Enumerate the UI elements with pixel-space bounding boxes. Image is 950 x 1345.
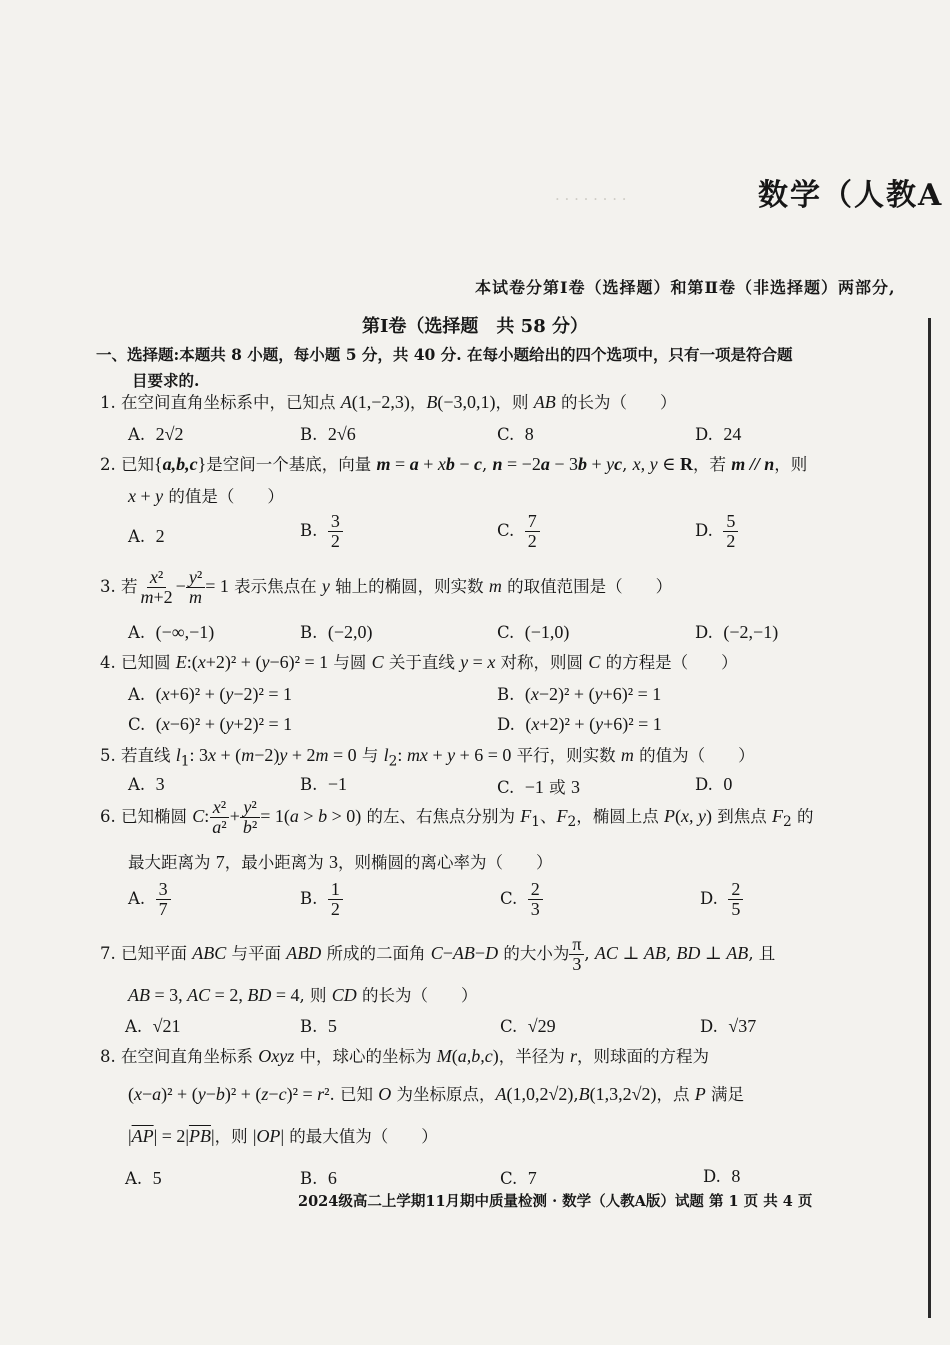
q7-option-a: A. √21	[125, 1016, 181, 1036]
q6-option-d: D. $\frac{2}{5}$	[700, 880, 743, 919]
q1-option-b: B. 2√6	[300, 424, 356, 444]
question-8-cont: (x−a)² + (y−b)² + (z−c)² = r². 已知 O 为坐标原点，A(1,0,2√2),B(1,3,2√2)，点 P 满足	[128, 1084, 745, 1104]
q8-option-c: C. 7	[500, 1168, 537, 1188]
part-heading-cont: 目要求的.	[132, 371, 200, 390]
question-4: 4. 已知圆 E:(x+2)² + (y−6)² = 1 与圆 C 关于直线 y = x 对称，则圆 C 的方程是（ ）	[100, 652, 738, 672]
q3-option-b: B. (−2,0)	[300, 622, 373, 642]
q5-option-b: B. −1	[300, 774, 348, 794]
q1-option-a: A. 2√2	[128, 424, 184, 444]
q8-option-a: A. 5	[125, 1168, 162, 1188]
q8-option-b: B. 6	[300, 1168, 337, 1188]
q7-option-b: B. 5	[300, 1016, 337, 1036]
q5-option-d: D. 0	[695, 774, 733, 794]
page-footer: 2024级高二上学期11月期中质量检测 · 数学（人教A版）试题 第 1 页 共 4 页	[298, 1193, 813, 1210]
exam-intro: 本试卷分第Ⅰ卷（选择题）和第Ⅱ卷（非选择题）两部分,	[475, 278, 896, 297]
question-1: 1. 在空间直角坐标系中，已知点 A(1,−2,3)，B(−3,0,1)，则 AB 的长为（ ）	[100, 392, 677, 412]
q3-option-c: C. (−1,0)	[497, 622, 570, 642]
q3-option-a: A. (−∞,−1)	[128, 622, 215, 642]
q3-option-d: D. (−2,−1)	[695, 622, 779, 642]
question-8: 8. 在空间直角坐标系 Oxyz 中，球心的坐标为 M(a,b,c)，半径为 r，则球面的方程为	[100, 1046, 709, 1066]
q4-option-b: B. (x−2)² + (y+6)² = 1	[497, 684, 662, 704]
part-heading: 一、选择题:本题共 8 小题，每小题 5 分，共 40 分. 在每小题给出的四个选项中，只有一项是符合题	[96, 345, 793, 364]
q6-option-b: B. $\frac{1}{2}$	[300, 880, 343, 919]
exam-title: 数学（人教A	[758, 178, 944, 213]
q7-option-d: D. √37	[700, 1016, 757, 1036]
q4-option-a: A. (x+6)² + (y−2)² = 1	[128, 684, 293, 704]
q2-option-a: A. 2	[128, 526, 165, 546]
q6-option-a: A. $\frac{3}{7}$	[128, 880, 171, 919]
question-8-cont2: $|\overline{AP}| = 2|\overline{PB}|$，则 |OP| 的最大值为（ ）	[128, 1126, 438, 1146]
question-2: 2. 已知{a,b,c}是空间一个基底，向量 m = a + xb − c, n = −2a − 3b + yc, x, y ∈ R，若 m // n，则	[100, 454, 808, 474]
question-7-cont: AB = 3, AC = 2, BD = 4, 则 CD 的长为（ ）	[128, 985, 478, 1005]
q2-option-b: B. $\frac{3}{2}$	[300, 512, 343, 551]
question-7: 7. 已知平面 ABC 与平面 ABD 所成的二面角 C−AB−D 的大小为 $\frac{\pi}{3}$ , AC ⊥ AB, BD ⊥ AB, 且	[100, 934, 776, 974]
q5-option-a: A. 3	[128, 774, 165, 794]
q5-option-c: C. −1 或 3	[497, 777, 580, 797]
q4-option-c: C. (x−6)² + (y+2)² = 1	[128, 714, 293, 734]
q6-option-c: C. $\frac{2}{3}$	[500, 880, 543, 919]
q2-option-c: C. $\frac{7}{2}$	[497, 512, 540, 551]
q4-option-d: D. (x+2)² + (y+6)² = 1	[497, 714, 662, 734]
question-5: 5. 若直线 $l_1$: 3x + (m−2)y + 2m = 0 与 $l_2$: mx + y + 6 = 0 平行，则实数 m 的值为（ ）	[100, 745, 755, 770]
question-3: 3. 若 $\frac{\text{x²}}{m+2}$ − $\frac{\text{y²}}{m}$ = 1 表示焦点在 y 轴上的椭圆，则实数 m 的取值范围是（ ）	[100, 567, 673, 607]
q2-option-d: D. $\frac{5}{2}$	[695, 512, 738, 551]
right-margin-bar	[928, 318, 931, 1318]
question-2-cont: x + y 的值是（ ）	[128, 486, 284, 506]
q1-option-c: C. 8	[497, 424, 534, 444]
q7-option-c: C. √29	[500, 1016, 556, 1036]
bleed-through-text: · · · · · · · ·	[555, 190, 627, 208]
q8-option-d: D. 8	[703, 1166, 741, 1186]
question-6-cont: 最大距离为 7，最小距离为 3，则椭圆的离心率为（ ）	[128, 852, 553, 872]
question-6: 6. 已知椭圆 C: $\frac{\text{x²}}{\text{a²}}$ + $\frac{\text{y²}}{\text{b²}}$ = 1(a > b > 0) 的左、右焦点分别为 $F_1$、$F_2$，椭圆上点 P(x, y) 到焦点 $F_2$ 的	[100, 797, 814, 837]
q1-option-d: D. 24	[695, 424, 742, 444]
section-title: 第Ⅰ卷（选择题 共 58 分）	[362, 316, 589, 337]
